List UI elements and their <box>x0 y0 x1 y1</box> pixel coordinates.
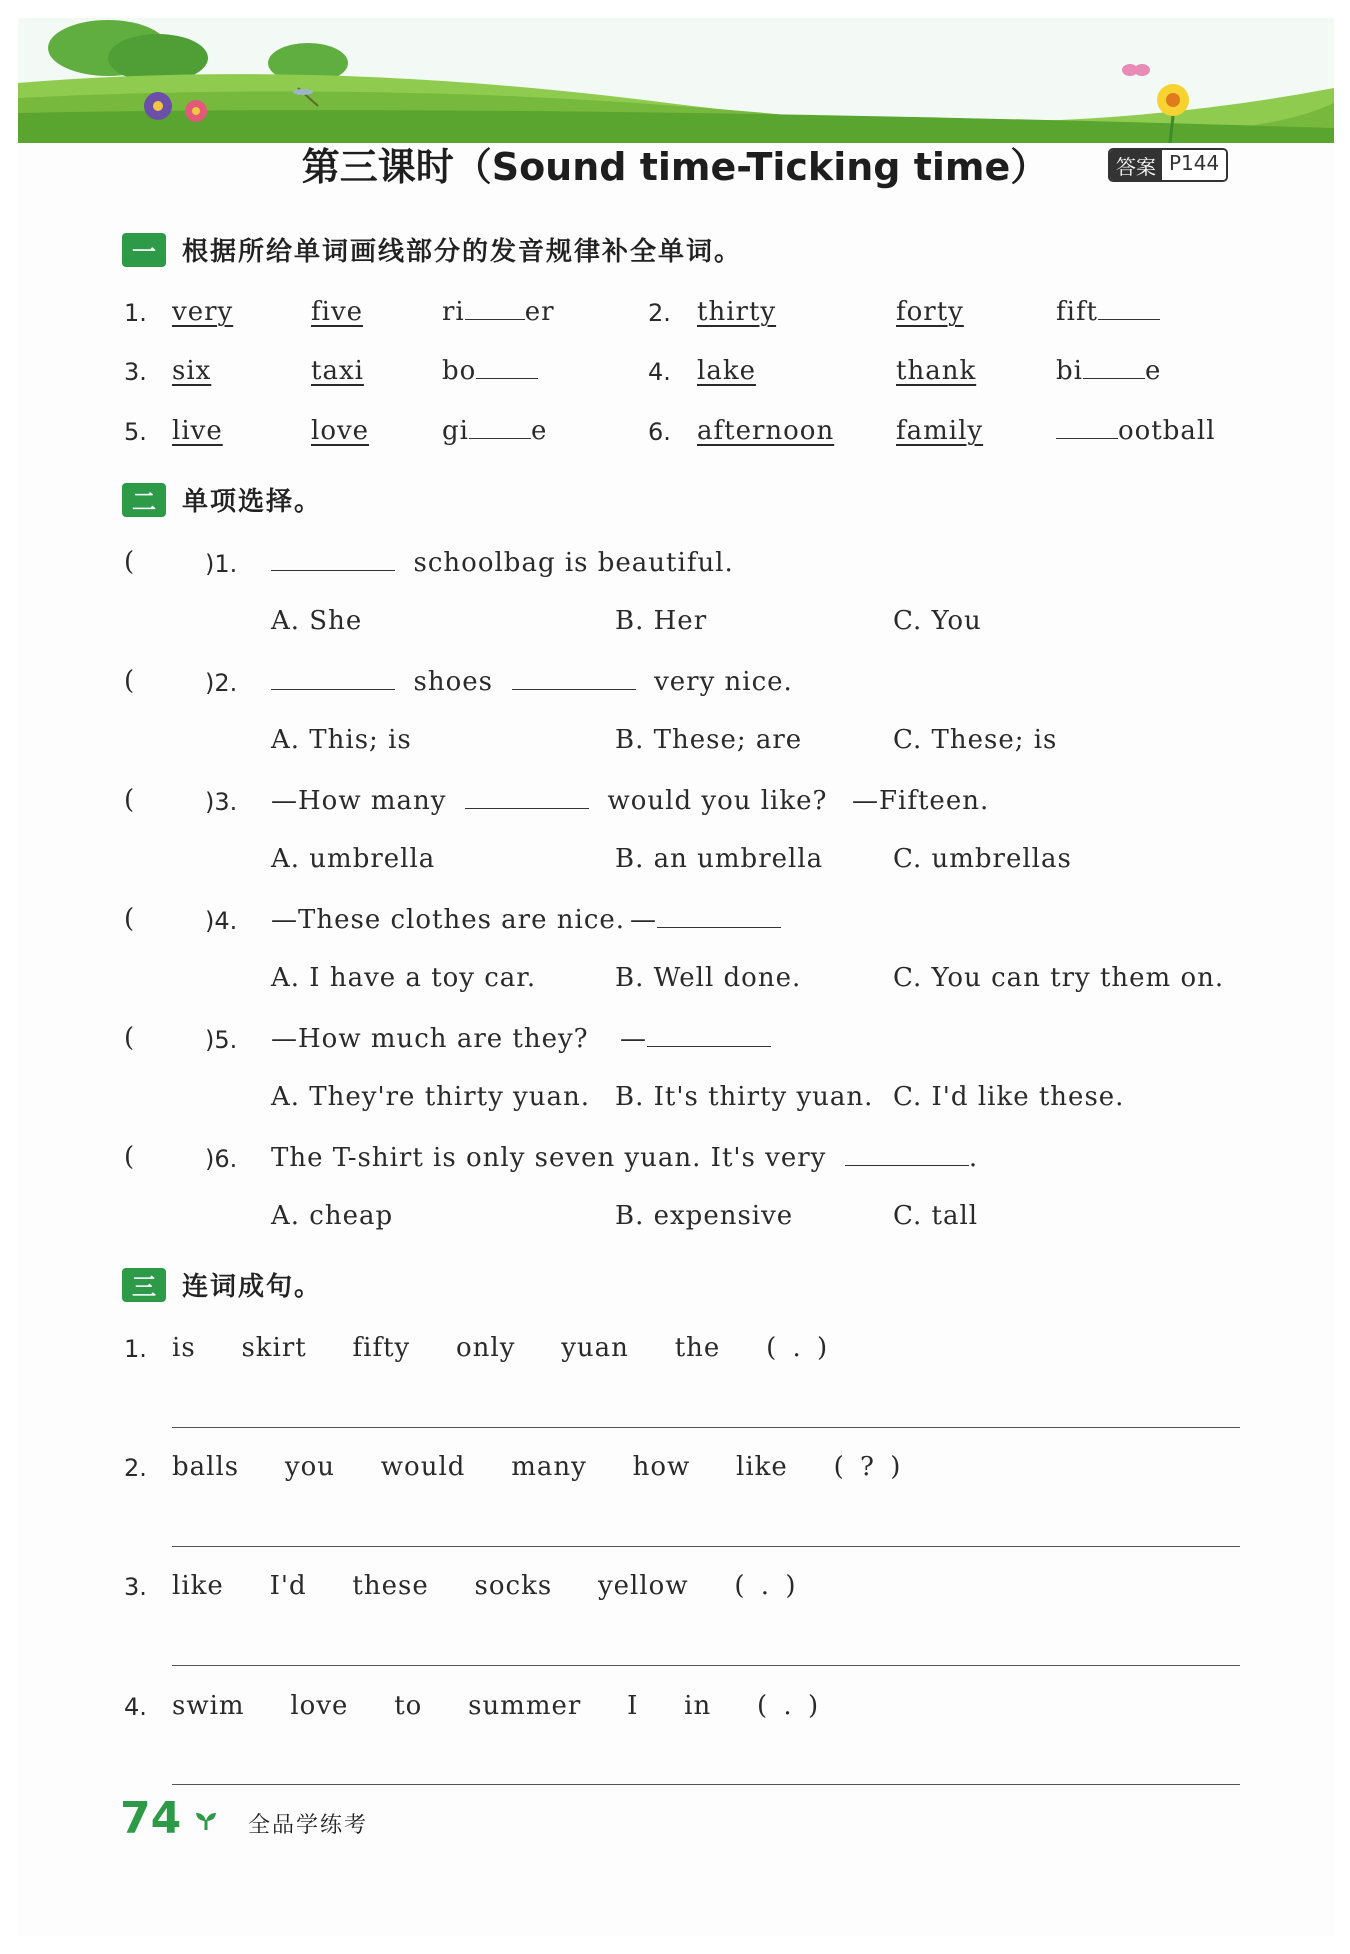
answer-paren[interactable]: ( <box>124 1023 135 1053</box>
item-number: 4. <box>124 1693 147 1721</box>
scrambled-words: balls you would many how like ( ? ) <box>172 1452 902 1482</box>
word: live <box>172 416 223 446</box>
option-c[interactable]: C. You <box>893 606 982 636</box>
word: taxi <box>311 356 364 386</box>
brand-name: 全品学练考 <box>248 1813 369 1838</box>
question-number: )2. <box>205 669 238 697</box>
sprout-icon <box>194 1810 218 1832</box>
option-a[interactable]: A. They're thirty yuan. <box>271 1082 590 1112</box>
answer-blank[interactable] <box>512 667 636 690</box>
header-banner <box>18 18 1334 143</box>
word: family <box>896 416 984 446</box>
fill-word: ootball <box>1056 416 1216 446</box>
answer-paren[interactable]: ( <box>124 785 135 815</box>
fill-blank[interactable] <box>1056 416 1118 439</box>
answer-reference-tag <box>1108 148 1228 182</box>
word: six <box>172 356 212 386</box>
item-number: 6. <box>648 418 671 446</box>
item-number: 5. <box>124 418 147 446</box>
fill-word: bo <box>442 356 538 386</box>
answer-line[interactable] <box>172 1427 1240 1428</box>
question-response: — <box>630 905 781 935</box>
option-a[interactable]: A. cheap <box>271 1201 394 1231</box>
answer-blank[interactable] <box>647 1024 771 1047</box>
option-c[interactable]: C. tall <box>893 1201 979 1231</box>
word: thank <box>896 356 977 386</box>
scrambled-words: swim love to summer I in ( . ) <box>172 1691 820 1721</box>
item-number: 4. <box>648 358 671 386</box>
word: thirty <box>697 297 777 327</box>
fill-word: gi e <box>442 416 548 446</box>
answer-paren[interactable]: ( <box>124 666 135 696</box>
section-1-instruction: 根据所给单词画线部分的发音规律补全单词。 <box>182 237 743 267</box>
item-number: 2. <box>124 1454 147 1482</box>
section-3-badge: 三 <box>122 1268 166 1302</box>
meadow-illustration <box>18 18 1334 143</box>
option-a[interactable]: A. I have a toy car. <box>271 963 537 993</box>
item-number: 1. <box>124 1335 147 1363</box>
word: five <box>311 297 364 327</box>
question-stem: The T-shirt is only seven yuan. It's very . <box>271 1143 979 1173</box>
item-number: 3. <box>124 1573 147 1601</box>
question-stem: —How much are they? <box>271 1024 589 1054</box>
item-number: 2. <box>648 299 671 327</box>
word: lake <box>697 356 756 386</box>
word: forty <box>896 297 964 327</box>
question-response: — <box>620 1024 771 1054</box>
question-number: )3. <box>205 788 238 816</box>
answer-blank[interactable] <box>271 667 395 690</box>
page-number: 74 <box>120 1793 182 1844</box>
question-number: )4. <box>205 907 238 935</box>
option-b[interactable]: B. Well done. <box>615 963 802 993</box>
option-c[interactable]: C. These; is <box>893 725 1058 755</box>
answer-paren[interactable]: ( <box>124 1142 135 1172</box>
word: very <box>172 297 234 327</box>
answer-page: P144 <box>1162 150 1226 180</box>
answer-paren[interactable]: ( <box>124 904 135 934</box>
section-2-instruction: 单项选择。 <box>182 487 323 517</box>
answer-blank[interactable] <box>657 905 781 928</box>
option-c[interactable]: C. You can try them on. <box>893 963 1225 993</box>
question-number: )5. <box>205 1026 238 1054</box>
question-stem: schoolbag is beautiful. <box>271 548 734 578</box>
answer-line[interactable] <box>172 1784 1240 1785</box>
word: afternoon <box>697 416 835 446</box>
answer-line[interactable] <box>172 1546 1240 1547</box>
option-b[interactable]: B. expensive <box>615 1201 794 1231</box>
item-number: 1. <box>124 299 147 327</box>
fill-blank[interactable] <box>465 297 525 320</box>
answer-blank[interactable] <box>465 786 589 809</box>
question-number: )1. <box>205 550 238 578</box>
option-b[interactable]: B. It's thirty yuan. <box>615 1082 874 1112</box>
lesson-title: 第三课时（Sound time-Ticking time） <box>301 145 1049 189</box>
section-1-badge: 一 <box>122 233 166 267</box>
question-stem: —These clothes are nice. <box>271 905 626 935</box>
question-stem: —How many would you like? <box>271 786 828 816</box>
section-2-badge: 二 <box>122 483 166 517</box>
option-a[interactable]: A. This; is <box>271 725 412 755</box>
fill-blank[interactable] <box>469 416 531 439</box>
question-response: —Fifteen. <box>852 786 990 816</box>
answer-blank[interactable] <box>271 548 395 571</box>
answer-paren[interactable]: ( <box>124 547 135 577</box>
option-c[interactable]: C. I'd like these. <box>893 1082 1125 1112</box>
word: love <box>311 416 370 446</box>
scrambled-words: like I'd these socks yellow ( . ) <box>172 1571 797 1601</box>
answer-label: 答案 <box>1110 150 1162 180</box>
fill-blank[interactable] <box>476 356 538 379</box>
question-number: )6. <box>205 1145 238 1173</box>
option-a[interactable]: A. umbrella <box>271 844 436 874</box>
option-b[interactable]: B. Her <box>615 606 708 636</box>
answer-blank[interactable] <box>845 1143 969 1166</box>
item-number: 3. <box>124 358 147 386</box>
section-1-header <box>122 231 742 268</box>
option-b[interactable]: B. These; are <box>615 725 803 755</box>
section-3-header <box>122 1266 322 1303</box>
answer-line[interactable] <box>172 1665 1240 1666</box>
scrambled-words: is skirt fifty only yuan the ( . ) <box>172 1333 829 1363</box>
fill-blank[interactable] <box>1083 356 1145 379</box>
fill-word: fift <box>1056 297 1160 327</box>
option-c[interactable]: C. umbrellas <box>893 844 1072 874</box>
question-stem: shoes very nice. <box>271 667 793 697</box>
option-b[interactable]: B. an umbrella <box>615 844 824 874</box>
fill-word: ri er <box>442 297 555 327</box>
option-a[interactable]: A. She <box>271 606 363 636</box>
section-2-header <box>122 481 322 518</box>
fill-word: bi e <box>1056 356 1162 386</box>
section-3-instruction: 连词成句。 <box>182 1272 323 1302</box>
fill-blank[interactable] <box>1098 297 1160 320</box>
